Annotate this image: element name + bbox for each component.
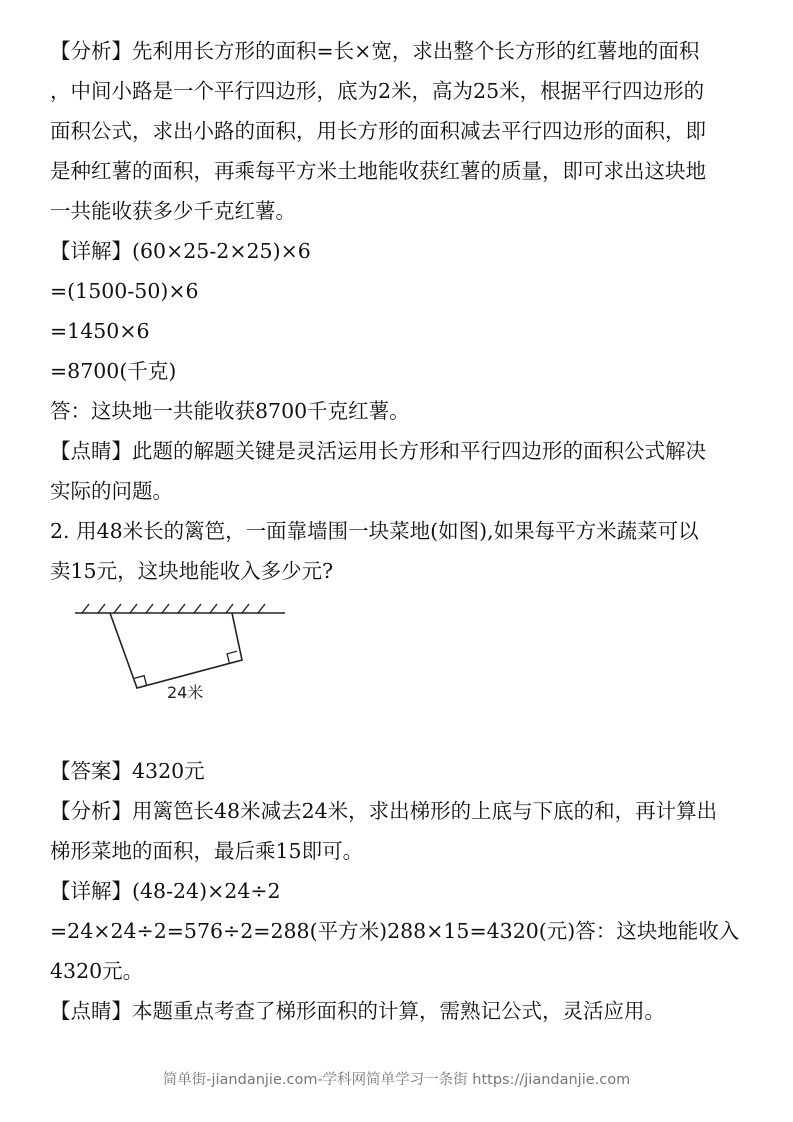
analysis-line-4: 是种红薯的面积，再乘每平方米土地能收获红薯的质量，即可求出这块地 bbox=[50, 159, 706, 183]
analysis-line-5: 一共能收获多少千克红薯。 bbox=[50, 199, 296, 223]
detail-line-4: =8700(千克) bbox=[50, 359, 177, 383]
trapezoid-garden-figure bbox=[70, 598, 300, 708]
comment2-line-1: 【点睛】本题重点考查了梯形面积的计算，需熟记公式，灵活应用。 bbox=[50, 999, 665, 1023]
analysis2-line-2: 梯形菜地的面积，最后乘15即可。 bbox=[50, 839, 364, 863]
wall-hatching bbox=[82, 604, 265, 613]
detail-line-3: =1450×6 bbox=[50, 319, 150, 343]
detail2-line-3: 4320元。 bbox=[50, 959, 144, 983]
page-footer: 简单街-jiandanjie.com-学科网简单学习一条街 https://jiandanjie.com bbox=[162, 1072, 631, 1088]
analysis2-line-1: 【分析】用篱笆长48米减去24米，求出梯形的上底与下底的和，再计算出 bbox=[50, 799, 718, 823]
detail2-line-1: 【详解】(48-24)×24÷2 bbox=[50, 879, 281, 903]
comment-line-1: 【点睛】此题的解题关键是灵活运用长方形和平行四边形的面积公式解决 bbox=[50, 439, 706, 463]
question2-line-1: 2. 用48米长的篱笆，一面靠墙围一块菜地(如图),如果每平方米蔬菜可以 bbox=[50, 519, 699, 543]
analysis-line-2: ，中间小路是一个平行四边形，底为2米，高为25米，根据平行四边形的 bbox=[50, 79, 705, 103]
answer-line: 【答案】4320元 bbox=[50, 759, 205, 783]
analysis-line-1: 【分析】先利用长方形的面积=长×宽，求出整个长方形的红薯地的面积 bbox=[50, 39, 700, 63]
detail-line-1: 【详解】(60×25-2×25)×6 bbox=[50, 239, 311, 263]
answer-statement-1: 答：这块地一共能收获8700千克红薯。 bbox=[50, 399, 410, 423]
fence-outline bbox=[110, 613, 242, 688]
analysis-line-3: 面积公式，求出小路的面积，用长方形的面积减去平行四边形的面积，即 bbox=[50, 119, 706, 143]
comment-line-2: 实际的问题。 bbox=[50, 479, 173, 503]
question2-line-2: 卖15元，这块地能收入多少元? bbox=[50, 559, 334, 583]
detail2-line-2: =24×24÷2=576÷2=288(平方米)288×15=4320(元)答：这块地能收入 bbox=[50, 919, 740, 943]
side-length-label: 24米 bbox=[167, 683, 204, 702]
detail-line-2: =(1500-50)×6 bbox=[50, 279, 199, 303]
